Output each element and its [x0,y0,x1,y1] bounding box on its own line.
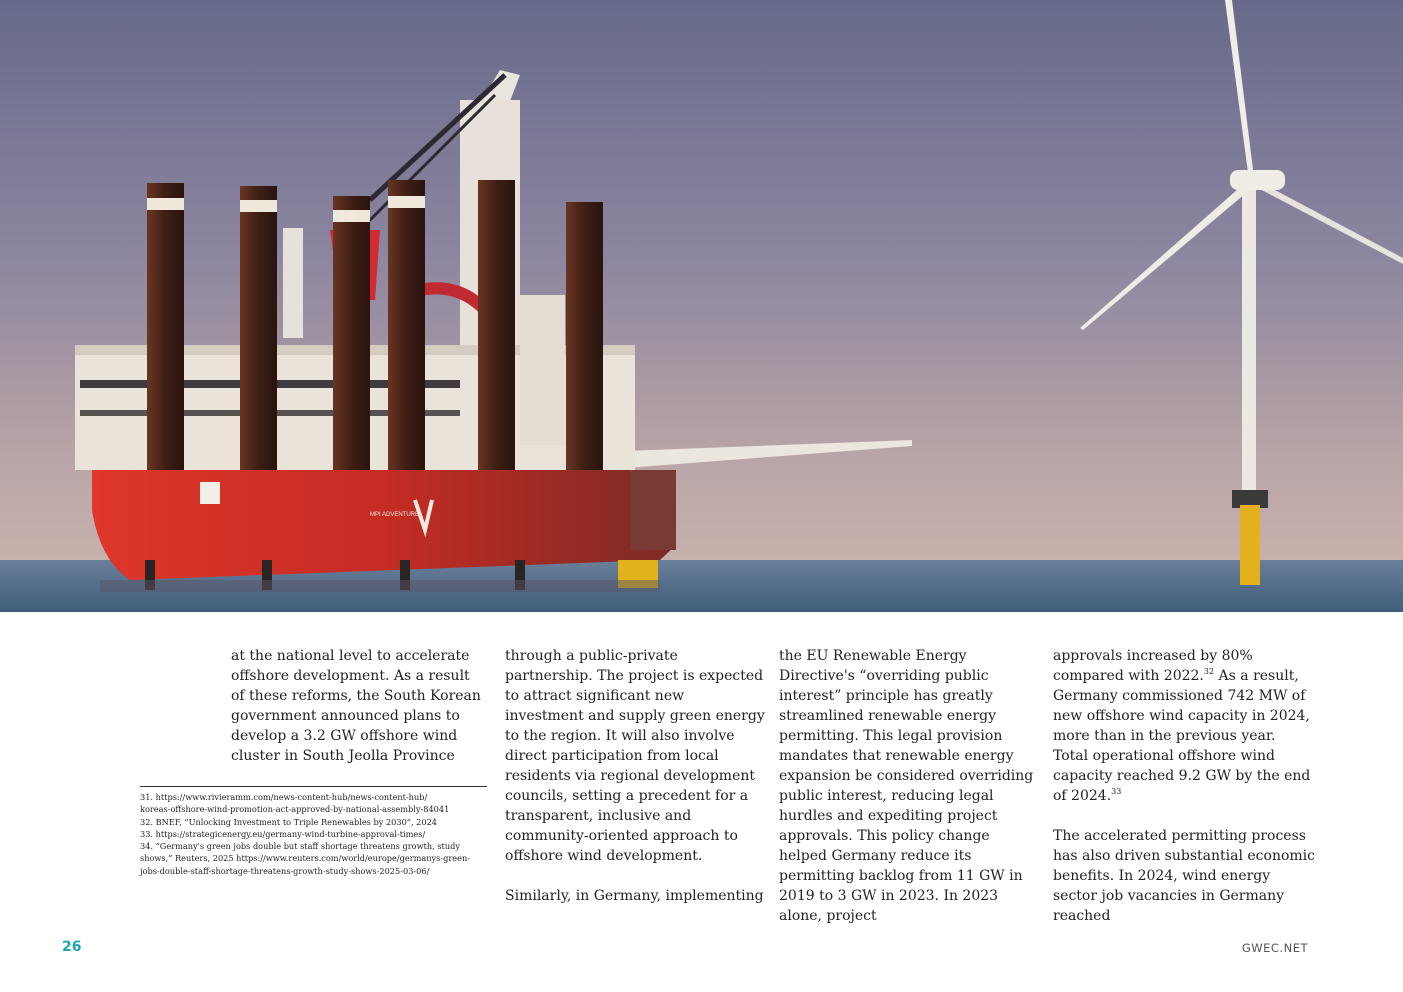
site-url[interactable]: GWEC.NET [1241,941,1308,955]
text-column-4 [1053,646,1315,926]
jack-up-leg [388,180,425,500]
footnote[interactable]: 33. https://strategicenergy.eu/germany-wind-turbine-approval-times/ [140,828,426,839]
footnote-divider [140,786,487,787]
page-number: 26 [62,939,82,955]
body-paragraph: The accelerated permitting process has also driven substantial economic benefits. In 2024, wind energy sector job vacancies in Germany reached [1053,828,1315,924]
text-run: As a result, Germany commissioned 742 MW of new offshore wind capacity in 2024, more than in the previous year. Total operational offshore wind capacity reached 9.2 GW by the end of 2024. [1053,668,1311,804]
text-column-1 [231,646,487,766]
jack-up-leg [566,202,603,502]
body-paragraph [1053,646,1315,806]
body-paragraph: Similarly, in Germany, implementing [505,888,764,904]
footnote-ref[interactable]: 32 [1203,667,1215,676]
footnote[interactable]: 31. https://www.rivieramm.com/news-content-hub/news-content-hub/ koreas-offshore-wind-promotion-act-approved-by-national-assembly-84041 [140,792,450,815]
body-paragraph: through a public-private partnership. The project is expected to attract significant new investment and supply green energy to the region. It will also involve direct participation from local residents via regional development councils, setting a precedent for a transparent, inclusive and community-oriented approach to offshore wind development. [505,648,765,864]
exhaust-stack [283,228,303,338]
jack-up-leg [478,180,515,500]
text-run: approvals increased by 80% compared with 2022. [1053,648,1253,684]
jack-up-leg [333,196,370,496]
jack-up-leg [147,183,184,513]
vessel-name: MPI ADVENTURE [370,512,420,518]
footnote-ref[interactable]: 33 [1111,787,1122,796]
text-column-2 [505,646,767,906]
text-column-3 [779,646,1041,926]
body-paragraph: the EU Renewable Energy Directive's “overriding public interest” principle has greatly streamlined renewable energy permitting. This legal provision mandates that renewable energy expansion be considered overriding public interest, reducing legal hurdles and expediting project approvals. This policy change helped Germany reduce its permitting backlog from 11 GW in 2019 to 3 GW in 2023. In 2023 alone, project [779,648,1034,924]
footnote[interactable]: 34. “Germany's green jobs double but staff shortage threatens growth, study shows,” Reuters, 2025 https://www.reuters.com/world/europe/germanys-green- jobs-double-staff-shortage-threatens-growth-study-shows-2025-03-06/ [140,841,471,876]
body-paragraph: at the national level to accelerate offshore development. As a result of these reforms, the South Korean government announced plans to develop a 3.2 GW offshore wind cluster in South Jeolla Province [231,648,481,764]
jack-up-leg [240,186,277,506]
footnotes [140,791,490,877]
footnote: 32. BNEF, “Unlocking Investment to Triple Renewables by 2030”, 2024 [140,816,438,827]
